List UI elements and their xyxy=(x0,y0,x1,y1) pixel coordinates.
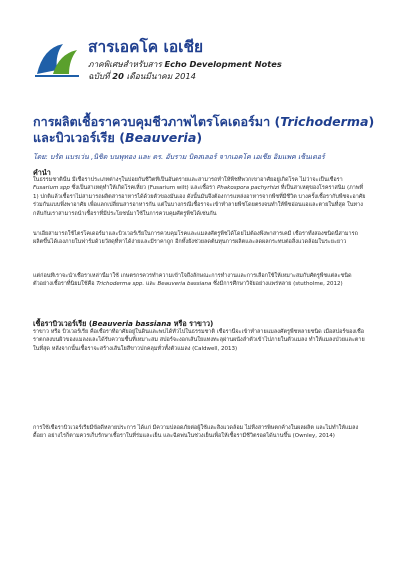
article-title: การผลิตเชื้อราควบคุมชีวภาพไตรโคเดอร์มา (Trichoderma) และบิวเวอร์เรีย (Beauveria) xyxy=(33,114,375,145)
beauveria-heading: เชื้อราบิวเวอร์เรีย (Beauveria bassiana หรือ ราขาว) xyxy=(33,319,214,328)
echo-logo-icon xyxy=(33,40,81,78)
intro-paragraph: ในธรรมชาตินั้น มีเชื้อราประเภทต่างๆในบ่อยกันชีวิตที่เป็นอันตรายและสามารถทำให้พืชที่พวกเขาอาศัยอยู่เกิดโรค ไม่ว่าจะเป็นเชื้อรา Fusarium spp ซึ่งเป็นสาเหตุทำให้เกิดโรคเหี่ยว (Fusarium wilt) และเชื้อรา Phakospora pachyrhizi ที่เป็นสาเหตุของโรคราสนิม (ภาพที่ 1) ปกติแล้วเชื้อราไม่สามารถผลิตสารอาหารได้ด้วยตัวของมันเอง ดังนั้นมันจึงต้องการแหล่งอาหารจากพืชที่มีชีวิต บางครั้งเชื้อรากับพืชจะอาศัยร่วมกันแบบพึ่งพาอาศัย เพื่อแลกเปลี่ยนสารอาหารกัน แต่ในบางกรณีเชื้อราจะเข้าทำลายพืชโดยตรงจนทำให้พืชอ่อนแอและตายในที่สุด ในทางกลับกันเราสามารถนำเชื้อราที่มีประโยชน์มาใช้ในการควบคุมศัตรูพืชได้เช่นกัน xyxy=(33,177,366,217)
issue-line: ฉบับที่ 20 เดือนมีนาคม 2014 xyxy=(88,71,196,81)
org-name: สารเอคโค เอเชีย xyxy=(88,38,204,56)
paragraph-4: ราขาว หรือ บิวเวอร์เรีย คือเชื้อราที่อาศัยอยู่ในดินและพบได้ทั่วไปในธรรมชาติ เชื้อรานี้จะเข้าทำลายแมลงศัตรูพืชหลายชนิด เมื่อสปอร์ของเชื้อราตกลงบนผิวของแมลงและได้รับความชื้นที่เหมาะสม สปอร์จะงอกเส้นใยแทงทะลุผ่านผนังลำตัวเข้าไปภายในตัวแมลง ทำให้แมลงป่วยและตายในที่สุด หลังจากนั้นเชื้อราจะสร้างเส้นใยสีขาวปกคลุมทั่วทั้งตัวแมลง (Caldwell, 2013) xyxy=(33,329,365,352)
author-byline: โดย: บรัด แบรเว่น ,นิชิต บนพุทอง และ ดร. อับราม บิคสเลอร์ จากเอคโค เอเชีย อิมแพค เซ็นเตอร์ xyxy=(33,153,325,161)
paragraph-2: นาเอียสามารถใช้ไตรโคเดอร์มาและบิวเวอร์เรียในการควบคุมโรคและแมลงศัตรูพืชได้โดยไม่ต้องพึ่งพาสารเคมี เชื้อราทั้งสองชนิดนี้สามารถผลิตขึ้นได้เองภายในฟาร์มด้วยวัสดุที่หาได้ง่ายและมีราคาถูก อีกทั้งยังช่วยลดต้นทุนการผลิตและลดผลกระทบต่อสิ่งแวดล้อมในระยะยาว xyxy=(33,231,358,246)
intro-heading: คำนำ xyxy=(33,168,51,177)
paragraph-3: แต่ก่อนที่เราจะนำเชื้อราเหล่านี้มาใช้ เกษตรกรควรทำความเข้าใจถึงลักษณะการทำงานและการเลือกใช้ให้เหมาะสมกับศัตรูพืชแต่ละชนิด ตัวอย่างเชื้อราที่นิยมใช้คือ Trichoderma spp. และ Beauveria bassiana ซึ่งมีการศึกษาวิจัยอย่างแพร่หลาย (stutholme, 2012) xyxy=(33,273,352,288)
publication-subtitle: ภาคพิเศษสำหรับสาร Echo Development Notes xyxy=(88,59,282,69)
paragraph-5: การใช้เชื้อราบิวเวอร์เรียมีข้อดีหลายประการ ได้แก่ มีความปลอดภัยต่อผู้ใช้และสิ่งแวดล้อม ไม่ทิ้งสารพิษตกค้างในผลผลิต และไม่ทำให้แมลงดื้อยา อย่างไรก็ตามควรเก็บรักษาเชื้อราในที่ร่มและเย็น และฉีดพ่นในช่วงเย็นเพื่อให้เชื้อรามีชีวิตรอดได้นานขึ้น (Ownley, 2014) xyxy=(33,425,359,440)
